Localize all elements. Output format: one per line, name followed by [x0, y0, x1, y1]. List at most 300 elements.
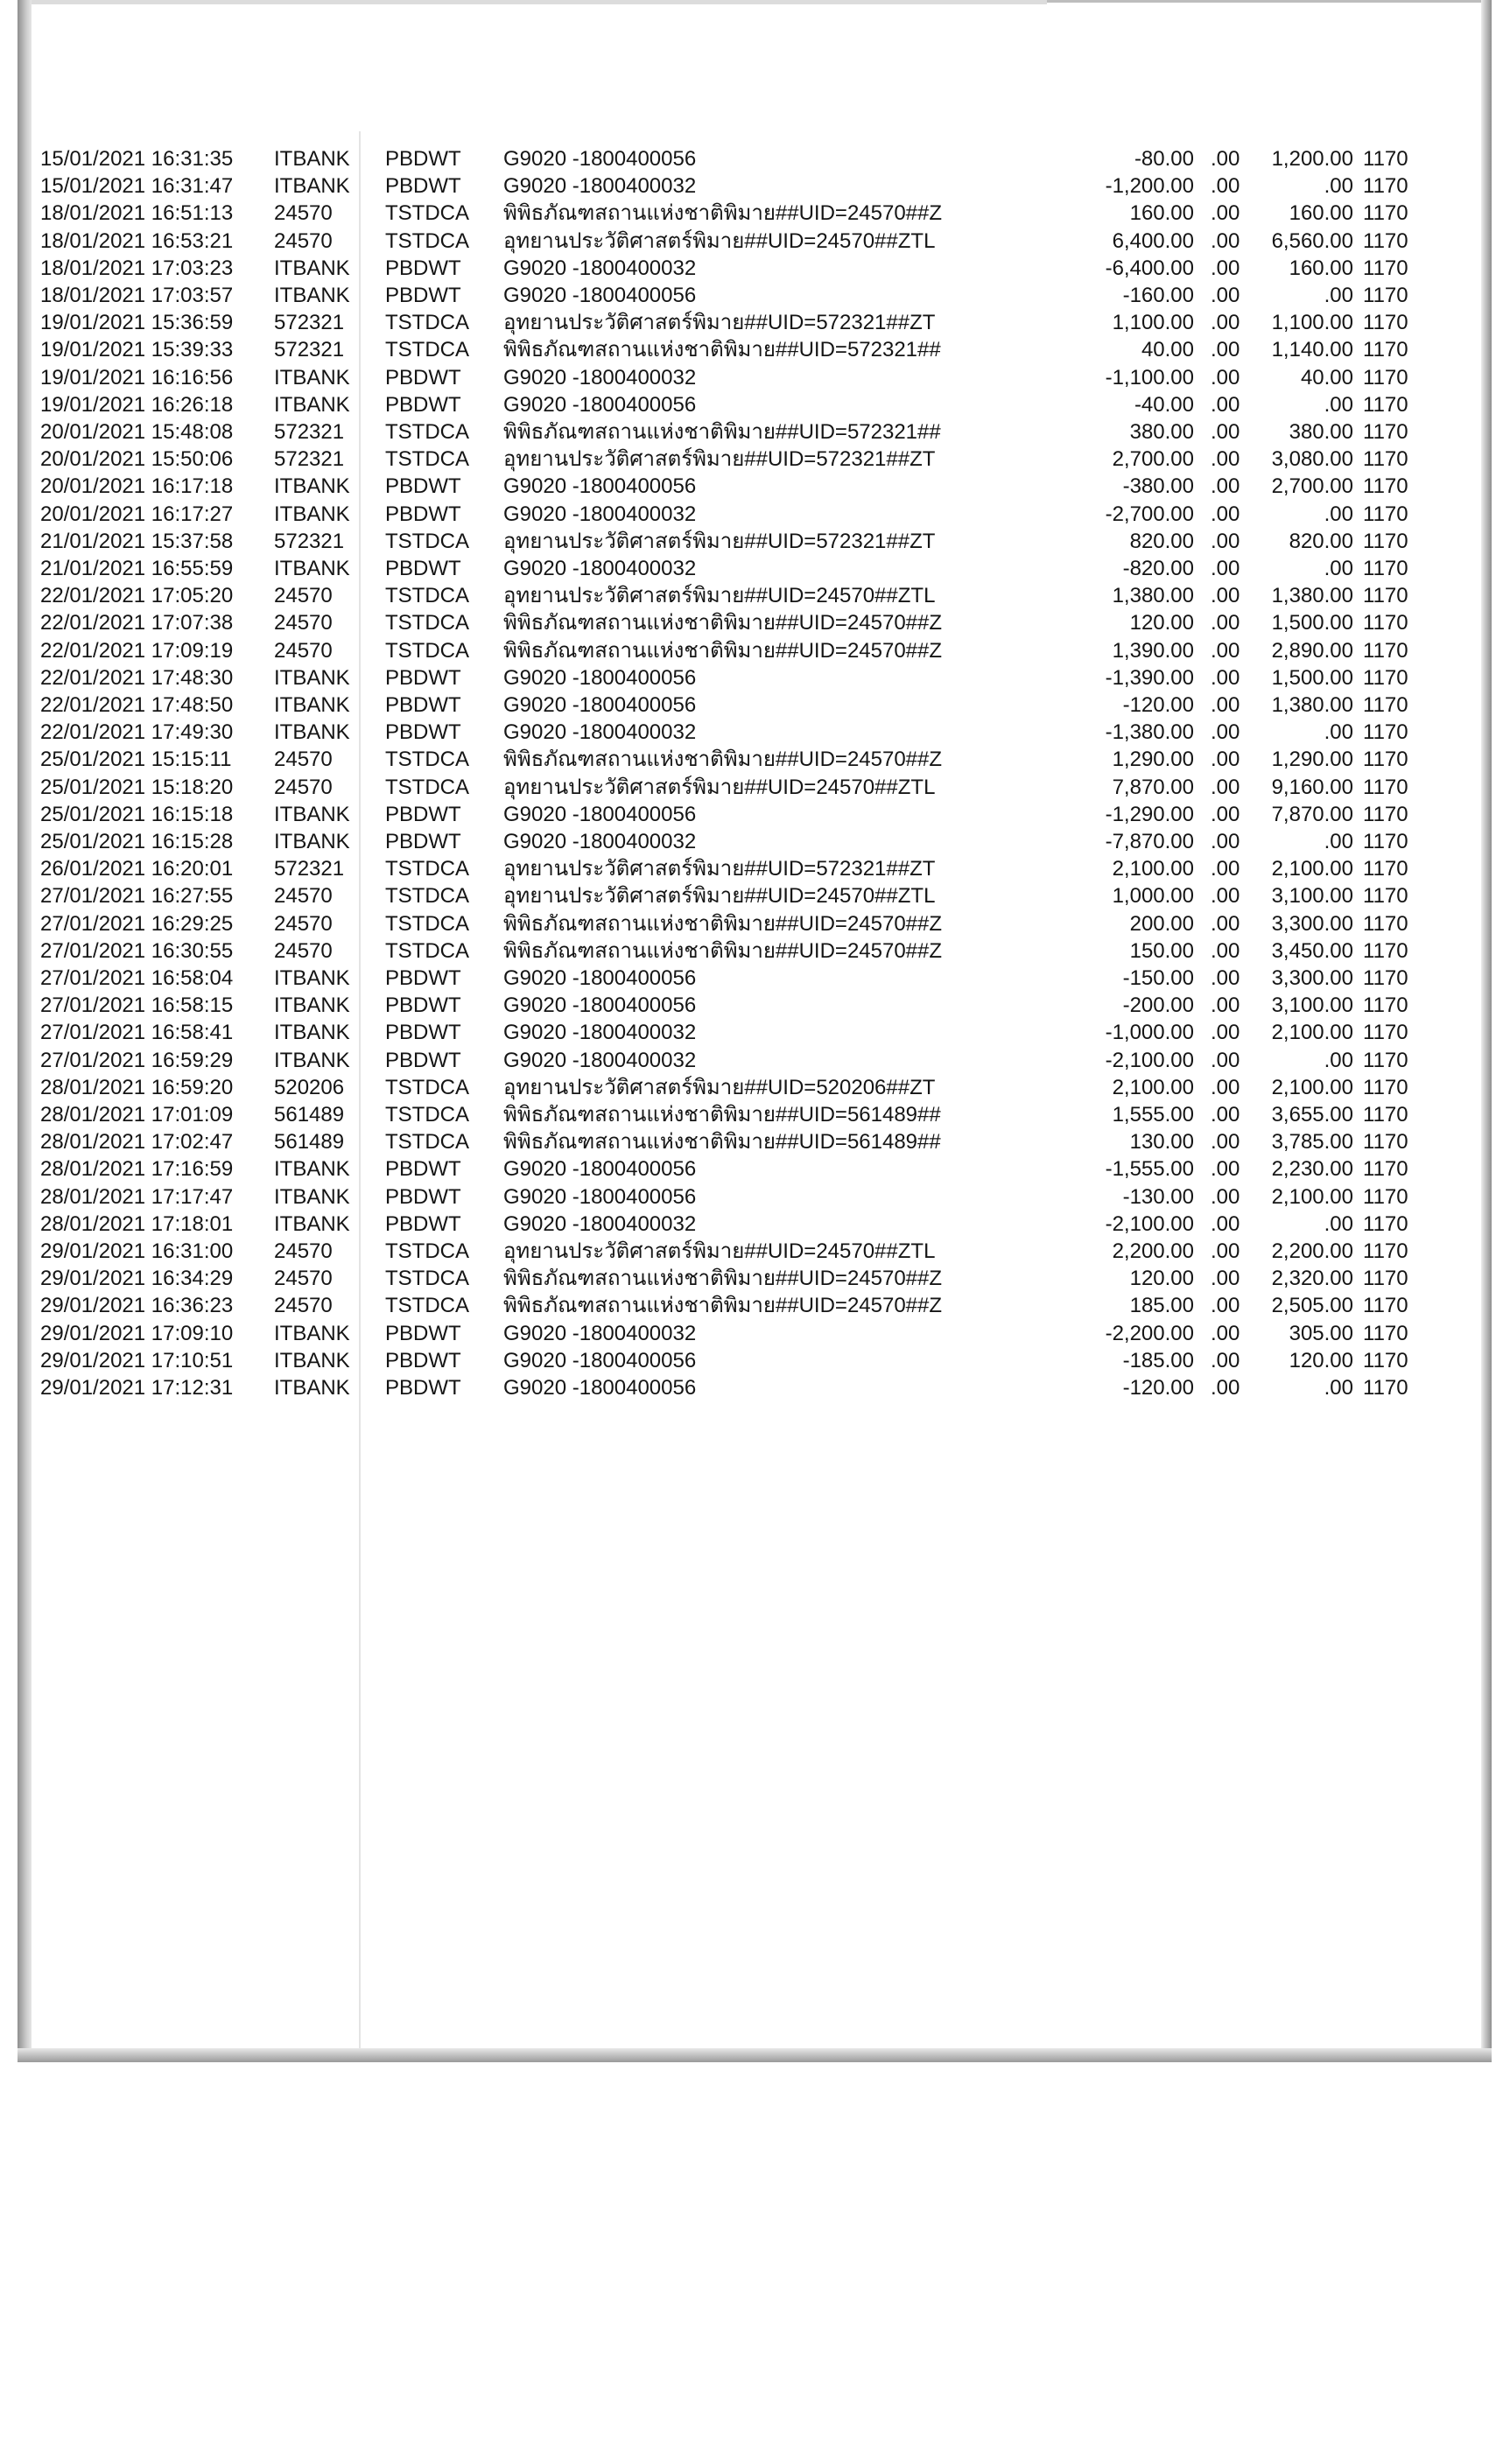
transaction-branch: 1170 [1363, 665, 1408, 690]
transaction-branch: 1170 [1363, 693, 1408, 717]
transaction-amount: 2,700.00 [1112, 447, 1194, 472]
transaction-balance: 1,380.00 [1271, 693, 1353, 717]
transaction-code: TSTDCA [385, 775, 469, 799]
transaction-code: PBDWT [385, 474, 461, 499]
transaction-fee: .00 [1211, 1321, 1240, 1345]
transaction-channel: ITBANK [274, 1348, 350, 1372]
transaction-amount: -185.00 [1122, 1348, 1194, 1372]
transaction-channel: ITBANK [274, 1157, 350, 1182]
transaction-row [0, 1265, 1510, 1292]
transaction-amount: -160.00 [1122, 284, 1194, 307]
transaction-row [0, 473, 1510, 500]
transaction-row [0, 1320, 1510, 1347]
transaction-balance: 9,160.00 [1271, 775, 1353, 799]
transaction-channel: ITBANK [274, 1376, 350, 1400]
transaction-row [0, 828, 1510, 855]
transaction-description: พิพิธภัณฑสถานแห่งชาติพิมาย##UID=24570##Z [503, 748, 943, 772]
transaction-branch: 1170 [1363, 1130, 1408, 1155]
transaction-code: PBDWT [385, 174, 461, 199]
transaction-row [0, 609, 1510, 636]
scan-edge-top-dark [1047, 0, 1481, 3]
transaction-balance: 1,290.00 [1271, 748, 1353, 772]
transaction-balance: 305.00 [1289, 1321, 1353, 1345]
transaction-row [0, 336, 1510, 363]
transaction-channel: ITBANK [274, 802, 350, 826]
transaction-row [0, 1347, 1510, 1374]
transaction-description: G9020 -1800400032 [503, 1048, 697, 1072]
transaction-balance: 1,500.00 [1271, 611, 1353, 635]
transaction-description: พิพิธภัณฑสถานแห่งชาติพิมาย##UID=24570##Z [503, 1267, 943, 1291]
transaction-fee: .00 [1211, 529, 1240, 553]
transaction-row [0, 992, 1510, 1019]
transaction-amount: -7,870.00 [1105, 830, 1194, 853]
transaction-channel: ITBANK [274, 1211, 350, 1236]
transaction-balance: 120.00 [1289, 1348, 1353, 1372]
transaction-description: อุทยานประวัติศาสตร์พิมาย##UID=520206##ZT [503, 1075, 936, 1099]
transaction-branch: 1170 [1363, 1321, 1408, 1345]
transaction-branch: 1170 [1363, 1267, 1408, 1291]
transaction-code: TSTDCA [385, 884, 469, 909]
transaction-branch: 1170 [1363, 1376, 1408, 1400]
transaction-row [0, 255, 1510, 282]
transaction-row [0, 1183, 1510, 1211]
transaction-datetime: 22/01/2021 17:07:38 [40, 611, 234, 635]
transaction-code: PBDWT [385, 1157, 461, 1182]
transaction-code: PBDWT [385, 1348, 461, 1372]
transaction-description: พิพิธภัณฑสถานแห่งชาติพิมาย##UID=24570##Z [503, 638, 943, 663]
transaction-amount: 160.00 [1129, 201, 1194, 226]
transaction-fee: .00 [1211, 256, 1240, 280]
transaction-datetime: 21/01/2021 15:37:58 [40, 529, 234, 553]
transaction-datetime: 20/01/2021 15:50:06 [40, 447, 234, 472]
transaction-description: G9020 -1800400056 [503, 993, 697, 1018]
transaction-datetime: 20/01/2021 16:17:27 [40, 502, 234, 526]
transaction-branch: 1170 [1363, 911, 1408, 936]
transaction-branch: 1170 [1363, 228, 1408, 253]
transaction-branch: 1170 [1363, 474, 1408, 499]
transaction-channel: 572321 [274, 447, 345, 472]
transaction-balance: 2,100.00 [1271, 857, 1353, 881]
transaction-code: PBDWT [385, 1211, 461, 1236]
transaction-branch: 1170 [1363, 720, 1408, 745]
transaction-description: อุทยานประวัติศาสตร์พิมาย##UID=24570##ZTL [503, 1239, 936, 1263]
transaction-channel: 572321 [274, 420, 345, 444]
transaction-channel: ITBANK [274, 1021, 350, 1045]
transaction-amount: 2,100.00 [1112, 857, 1194, 881]
transaction-code: PBDWT [385, 720, 461, 745]
transaction-datetime: 25/01/2021 15:18:20 [40, 775, 234, 799]
transaction-channel: 24570 [274, 938, 333, 963]
transaction-channel: ITBANK [274, 474, 350, 499]
transaction-branch: 1170 [1363, 201, 1408, 226]
transaction-fee: .00 [1211, 993, 1240, 1018]
transaction-branch: 1170 [1363, 392, 1408, 417]
transaction-row [0, 555, 1510, 582]
transaction-row [0, 418, 1510, 446]
transaction-code: PBDWT [385, 1184, 461, 1209]
transaction-row [0, 200, 1510, 227]
transaction-amount: 380.00 [1129, 420, 1194, 444]
transaction-row [0, 1374, 1510, 1401]
transaction-code: PBDWT [385, 966, 461, 990]
transaction-code: TSTDCA [385, 748, 469, 772]
transaction-row [0, 172, 1510, 200]
transaction-code: PBDWT [385, 665, 461, 690]
transaction-datetime: 22/01/2021 17:49:30 [40, 720, 234, 745]
transaction-amount: 130.00 [1129, 1130, 1194, 1155]
transaction-code: PBDWT [385, 802, 461, 826]
transaction-amount: 120.00 [1129, 611, 1194, 635]
transaction-branch: 1170 [1363, 420, 1408, 444]
transaction-amount: -130.00 [1122, 1184, 1194, 1209]
transaction-datetime: 28/01/2021 17:02:47 [40, 1130, 234, 1155]
transaction-datetime: 19/01/2021 15:36:59 [40, 311, 234, 335]
transaction-row [0, 1128, 1510, 1155]
transaction-channel: 24570 [274, 748, 333, 772]
transaction-row [0, 774, 1510, 801]
transaction-branch: 1170 [1363, 638, 1408, 663]
transaction-description: G9020 -1800400056 [503, 147, 697, 171]
transaction-amount: -380.00 [1122, 474, 1194, 499]
transaction-channel: 24570 [274, 638, 333, 663]
transaction-code: PBDWT [385, 993, 461, 1018]
transaction-channel: ITBANK [274, 1048, 350, 1072]
transaction-amount: -200.00 [1122, 993, 1194, 1018]
transaction-datetime: 27/01/2021 16:29:25 [40, 911, 234, 936]
transaction-channel: 24570 [274, 584, 333, 608]
transaction-datetime: 22/01/2021 17:09:19 [40, 638, 234, 663]
transaction-description: G9020 -1800400032 [503, 830, 697, 853]
transaction-datetime: 19/01/2021 16:26:18 [40, 392, 234, 417]
transaction-code: TSTDCA [385, 447, 469, 472]
transaction-fee: .00 [1211, 584, 1240, 608]
transaction-row [0, 719, 1510, 746]
transaction-channel: ITBANK [274, 693, 350, 717]
transaction-code: TSTDCA [385, 611, 469, 635]
transaction-amount: -1,000.00 [1105, 1021, 1194, 1045]
transaction-description: G9020 -1800400032 [503, 1021, 697, 1045]
transaction-row [0, 664, 1510, 691]
transaction-code: TSTDCA [385, 1267, 469, 1291]
transaction-amount: -1,200.00 [1105, 174, 1194, 199]
transaction-channel: 572321 [274, 338, 345, 362]
transaction-datetime: 29/01/2021 17:12:31 [40, 1376, 234, 1400]
transaction-fee: .00 [1211, 911, 1240, 936]
transaction-datetime: 18/01/2021 16:53:21 [40, 228, 234, 253]
transaction-balance: .00 [1324, 1376, 1353, 1400]
transaction-description: G9020 -1800400032 [503, 502, 697, 526]
transaction-amount: 1,100.00 [1112, 311, 1194, 335]
transaction-branch: 1170 [1363, 338, 1408, 362]
transaction-branch: 1170 [1363, 311, 1408, 335]
transaction-balance: 1,100.00 [1271, 311, 1353, 335]
transaction-balance: .00 [1324, 1048, 1353, 1072]
transaction-code: PBDWT [385, 502, 461, 526]
transaction-code: TSTDCA [385, 1103, 469, 1127]
transaction-channel: ITBANK [274, 502, 350, 526]
transaction-channel: 572321 [274, 311, 345, 335]
transaction-description: อุทยานประวัติศาสตร์พิมาย##UID=24570##ZTL [503, 884, 936, 909]
transaction-fee: .00 [1211, 557, 1240, 580]
transaction-amount: -820.00 [1122, 557, 1194, 580]
transaction-fee: .00 [1211, 665, 1240, 690]
transaction-datetime: 18/01/2021 17:03:57 [40, 284, 234, 307]
transaction-channel: ITBANK [274, 1321, 350, 1345]
transaction-datetime: 18/01/2021 17:03:23 [40, 256, 234, 280]
transaction-datetime: 29/01/2021 16:36:23 [40, 1294, 234, 1318]
transaction-fee: .00 [1211, 474, 1240, 499]
transaction-branch: 1170 [1363, 775, 1408, 799]
transaction-code: TSTDCA [385, 911, 469, 936]
transaction-description: G9020 -1800400056 [503, 474, 697, 499]
transaction-fee: .00 [1211, 1103, 1240, 1127]
transaction-balance: 3,655.00 [1271, 1103, 1353, 1127]
transaction-description: อุทยานประวัติศาสตร์พิมาย##UID=572321##ZT [503, 857, 936, 881]
transaction-code: TSTDCA [385, 228, 469, 253]
transaction-amount: -1,555.00 [1105, 1157, 1194, 1182]
transaction-balance: 2,100.00 [1271, 1021, 1353, 1045]
transaction-balance: 3,300.00 [1271, 966, 1353, 990]
transaction-balance: .00 [1324, 502, 1353, 526]
transaction-row [0, 391, 1510, 418]
transaction-datetime: 28/01/2021 16:59:20 [40, 1075, 234, 1099]
transaction-amount: 200.00 [1129, 911, 1194, 936]
transaction-fee: .00 [1211, 1184, 1240, 1209]
transaction-branch: 1170 [1363, 1075, 1408, 1099]
transaction-code: TSTDCA [385, 1294, 469, 1318]
transaction-amount: -120.00 [1122, 1376, 1194, 1400]
transaction-fee: .00 [1211, 1348, 1240, 1372]
transaction-branch: 1170 [1363, 884, 1408, 909]
transaction-description: อุทยานประวัติศาสตร์พิมาย##UID=572321##ZT [503, 529, 936, 553]
transaction-code: PBDWT [385, 830, 461, 853]
transaction-branch: 1170 [1363, 1294, 1408, 1318]
transaction-balance: 2,200.00 [1271, 1239, 1353, 1263]
transaction-fee: .00 [1211, 502, 1240, 526]
transaction-balance: .00 [1324, 830, 1353, 853]
transaction-amount: -2,200.00 [1105, 1321, 1194, 1345]
transaction-balance: 2,700.00 [1271, 474, 1353, 499]
transaction-branch: 1170 [1363, 284, 1408, 307]
transaction-row [0, 937, 1510, 965]
transaction-fee: .00 [1211, 611, 1240, 635]
transaction-datetime: 15/01/2021 16:31:47 [40, 174, 234, 199]
transaction-code: PBDWT [385, 365, 461, 390]
transaction-channel: ITBANK [274, 256, 350, 280]
transaction-balance: 2,505.00 [1271, 1294, 1353, 1318]
transaction-row [0, 446, 1510, 473]
transaction-balance: 3,450.00 [1271, 938, 1353, 963]
transaction-fee: .00 [1211, 338, 1240, 362]
transaction-datetime: 25/01/2021 15:15:11 [40, 748, 232, 772]
transaction-branch: 1170 [1363, 802, 1408, 826]
transaction-datetime: 28/01/2021 17:01:09 [40, 1103, 234, 1127]
transaction-fee: .00 [1211, 1294, 1240, 1318]
transaction-row [0, 1074, 1510, 1101]
transaction-fee: .00 [1211, 638, 1240, 663]
transaction-channel: 561489 [274, 1130, 345, 1155]
transaction-branch: 1170 [1363, 584, 1408, 608]
transaction-channel: 520206 [274, 1075, 345, 1099]
transaction-amount: 7,870.00 [1112, 775, 1194, 799]
transaction-branch: 1170 [1363, 748, 1408, 772]
transaction-fee: .00 [1211, 693, 1240, 717]
transaction-fee: .00 [1211, 311, 1240, 335]
transaction-channel: 24570 [274, 1267, 333, 1291]
transaction-channel: ITBANK [274, 830, 350, 853]
transaction-balance: 380.00 [1289, 420, 1353, 444]
transaction-datetime: 19/01/2021 15:39:33 [40, 338, 234, 362]
transaction-fee: .00 [1211, 802, 1240, 826]
transaction-channel: 24570 [274, 911, 333, 936]
transaction-description: G9020 -1800400032 [503, 365, 697, 390]
transaction-description: G9020 -1800400056 [503, 284, 697, 307]
transaction-code: TSTDCA [385, 584, 469, 608]
transaction-code: TSTDCA [385, 311, 469, 335]
transaction-description: G9020 -1800400032 [503, 256, 697, 280]
transaction-datetime: 27/01/2021 16:30:55 [40, 938, 234, 963]
transaction-fee: .00 [1211, 830, 1240, 853]
transaction-row [0, 965, 1510, 992]
transaction-row [0, 364, 1510, 391]
transaction-datetime: 20/01/2021 15:48:08 [40, 420, 234, 444]
transaction-channel: 24570 [274, 775, 333, 799]
transaction-code: TSTDCA [385, 1075, 469, 1099]
transaction-balance: .00 [1324, 284, 1353, 307]
transaction-amount: -2,100.00 [1105, 1211, 1194, 1236]
transaction-description: G9020 -1800400032 [503, 174, 697, 199]
transaction-datetime: 26/01/2021 16:20:01 [40, 857, 234, 881]
transaction-amount: 6,400.00 [1112, 228, 1194, 253]
transaction-amount: -150.00 [1122, 966, 1194, 990]
transaction-fee: .00 [1211, 1376, 1240, 1400]
transaction-datetime: 15/01/2021 16:31:35 [40, 147, 234, 171]
transaction-datetime: 28/01/2021 17:18:01 [40, 1211, 234, 1236]
transaction-fee: .00 [1211, 1267, 1240, 1291]
transaction-fee: .00 [1211, 447, 1240, 472]
transaction-balance: 1,380.00 [1271, 584, 1353, 608]
transaction-amount: -1,380.00 [1105, 720, 1194, 745]
transaction-amount: -2,100.00 [1105, 1048, 1194, 1072]
transaction-fee: .00 [1211, 392, 1240, 417]
transaction-balance: 3,300.00 [1271, 911, 1353, 936]
transaction-amount: -80.00 [1134, 147, 1194, 171]
transaction-channel: ITBANK [274, 557, 350, 580]
transaction-amount: 820.00 [1129, 529, 1194, 553]
transaction-fee: .00 [1211, 365, 1240, 390]
transaction-branch: 1170 [1363, 447, 1408, 472]
transaction-description: G9020 -1800400056 [503, 693, 697, 717]
transaction-datetime: 27/01/2021 16:58:15 [40, 993, 234, 1018]
transaction-branch: 1170 [1363, 857, 1408, 881]
transaction-balance: 2,230.00 [1271, 1157, 1353, 1182]
transaction-branch: 1170 [1363, 1184, 1408, 1209]
transaction-row [0, 1019, 1510, 1046]
transaction-branch: 1170 [1363, 502, 1408, 526]
transaction-amount: 1,290.00 [1112, 748, 1194, 772]
transaction-channel: 24570 [274, 1294, 333, 1318]
transaction-balance: 40.00 [1300, 365, 1353, 390]
transaction-balance: .00 [1324, 557, 1353, 580]
transaction-balance: 160.00 [1289, 201, 1353, 226]
transaction-channel: 561489 [274, 1103, 345, 1127]
transaction-description: พิพิธภัณฑสถานแห่งชาติพิมาย##UID=572321## [503, 420, 941, 444]
transaction-fee: .00 [1211, 1157, 1240, 1182]
transaction-branch: 1170 [1363, 1348, 1408, 1372]
transaction-balance: 1,140.00 [1271, 338, 1353, 362]
transaction-code: TSTDCA [385, 1130, 469, 1155]
transaction-datetime: 27/01/2021 16:58:41 [40, 1021, 234, 1045]
transaction-branch: 1170 [1363, 147, 1408, 171]
transaction-datetime: 27/01/2021 16:27:55 [40, 884, 234, 909]
transaction-code: TSTDCA [385, 1239, 469, 1263]
transaction-branch: 1170 [1363, 1103, 1408, 1127]
transaction-amount: -1,390.00 [1105, 665, 1194, 690]
scan-edge-bottom [18, 2048, 1492, 2062]
transaction-datetime: 25/01/2021 16:15:28 [40, 830, 234, 853]
transaction-amount: 40.00 [1141, 338, 1194, 362]
transaction-description: อุทยานประวัติศาสตร์พิมาย##UID=24570##ZTL [503, 775, 936, 799]
transaction-fee: .00 [1211, 1239, 1240, 1263]
transaction-fee: .00 [1211, 938, 1240, 963]
transaction-fee: .00 [1211, 420, 1240, 444]
transaction-description: พิพิธภัณฑสถานแห่งชาติพิมาย##UID=24570##Z [503, 611, 943, 635]
transaction-row [0, 309, 1510, 336]
transaction-amount: 2,100.00 [1112, 1075, 1194, 1099]
transaction-description: พิพิธภัณฑสถานแห่งชาติพิมาย##UID=24570##Z [503, 938, 943, 963]
transaction-code: PBDWT [385, 284, 461, 307]
transaction-fee: .00 [1211, 748, 1240, 772]
transaction-channel: 572321 [274, 857, 345, 881]
transaction-row [0, 582, 1510, 609]
transaction-description: พิพิธภัณฑสถานแห่งชาติพิมาย##UID=24570##Z [503, 911, 943, 936]
transaction-balance: .00 [1324, 392, 1353, 417]
transaction-datetime: 27/01/2021 16:58:04 [40, 966, 234, 990]
transaction-code: PBDWT [385, 557, 461, 580]
transaction-amount: 2,200.00 [1112, 1239, 1194, 1263]
transaction-channel: 572321 [274, 529, 345, 553]
transaction-row [0, 1101, 1510, 1128]
transaction-datetime: 22/01/2021 17:05:20 [40, 584, 234, 608]
transaction-branch: 1170 [1363, 529, 1408, 553]
transaction-row [0, 228, 1510, 255]
transaction-branch: 1170 [1363, 365, 1408, 390]
transaction-row [0, 1292, 1510, 1319]
transaction-description: G9020 -1800400056 [503, 665, 697, 690]
transaction-branch: 1170 [1363, 557, 1408, 580]
transaction-code: PBDWT [385, 1021, 461, 1045]
transaction-channel: ITBANK [274, 993, 350, 1018]
transaction-channel: ITBANK [274, 665, 350, 690]
transaction-amount: 185.00 [1129, 1294, 1194, 1318]
transaction-fee: .00 [1211, 147, 1240, 171]
transaction-branch: 1170 [1363, 966, 1408, 990]
transaction-code: PBDWT [385, 1321, 461, 1345]
transaction-datetime: 29/01/2021 17:09:10 [40, 1321, 234, 1345]
transaction-branch: 1170 [1363, 174, 1408, 199]
transaction-code: TSTDCA [385, 201, 469, 226]
transaction-branch: 1170 [1363, 1157, 1408, 1182]
transaction-datetime: 22/01/2021 17:48:30 [40, 665, 234, 690]
transaction-row [0, 282, 1510, 309]
transaction-fee: .00 [1211, 857, 1240, 881]
transaction-description: พิพิธภัณฑสถานแห่งชาติพิมาย##UID=24570##Z [503, 1294, 943, 1318]
transaction-description: G9020 -1800400056 [503, 1184, 697, 1209]
transaction-datetime: 25/01/2021 16:15:18 [40, 802, 234, 826]
transaction-amount: -1,100.00 [1105, 365, 1194, 390]
transaction-description: G9020 -1800400032 [503, 557, 697, 580]
transaction-row [0, 855, 1510, 882]
